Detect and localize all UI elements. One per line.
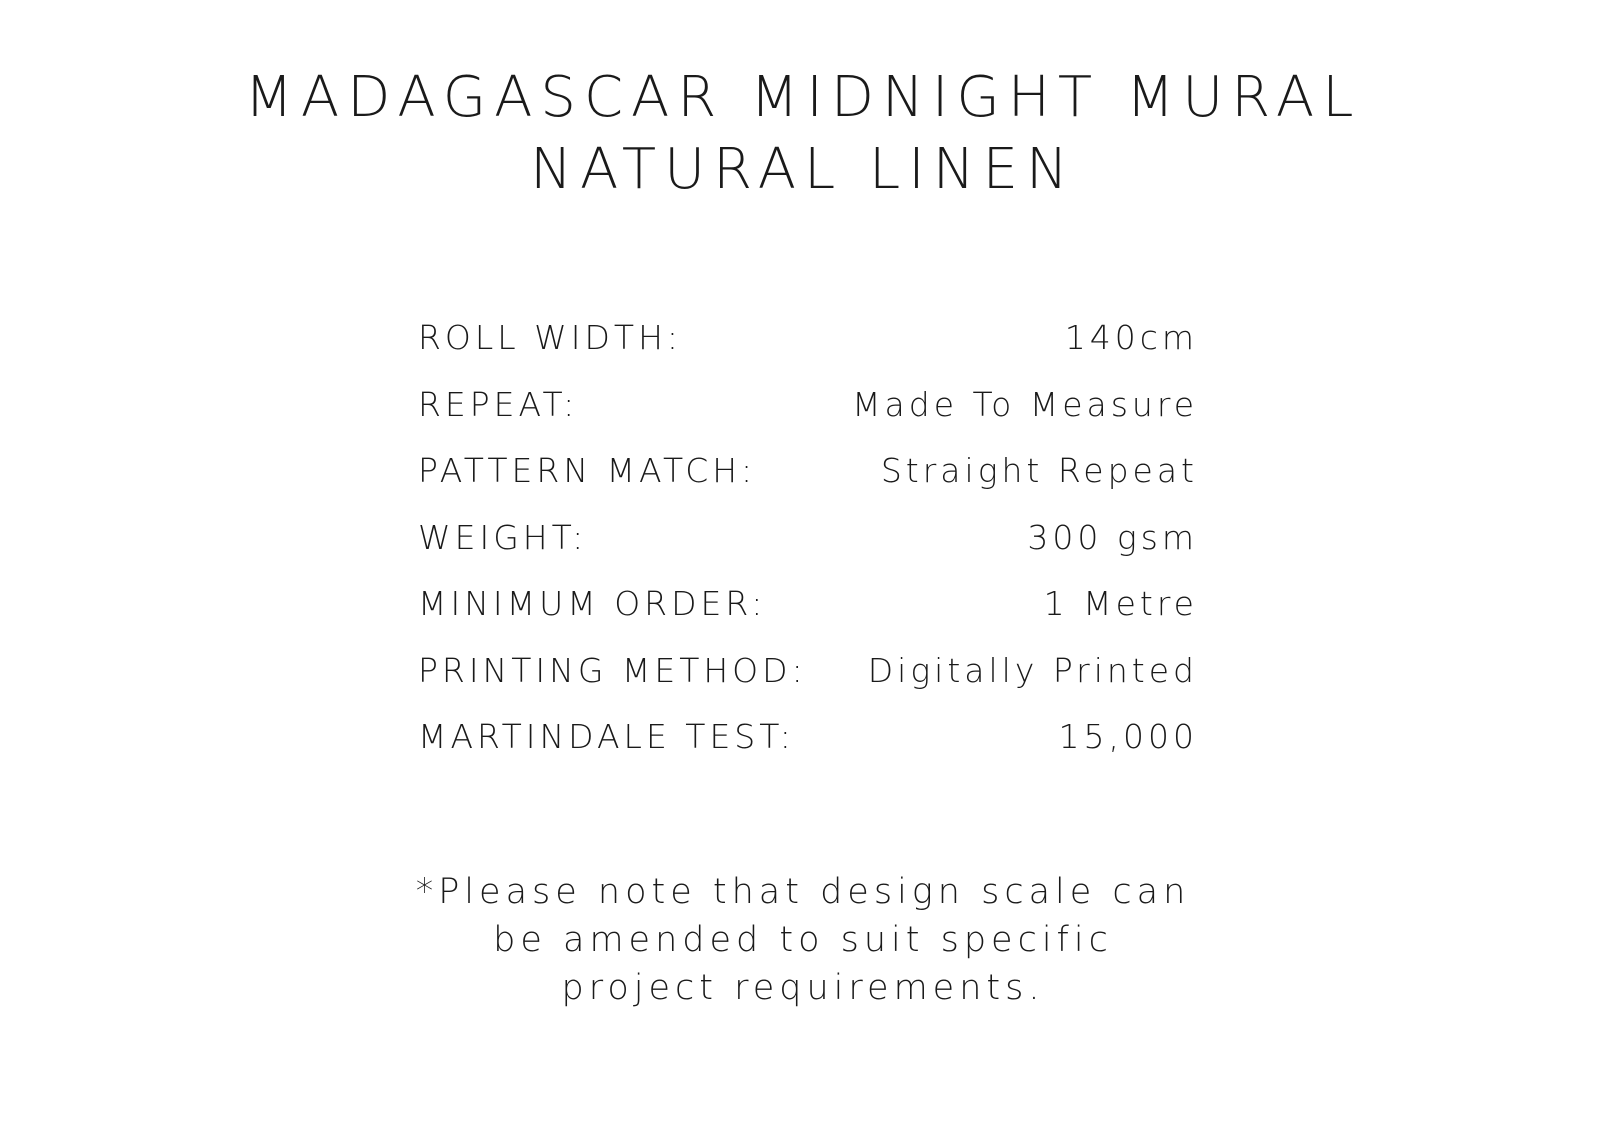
spec-row-martindale-test — [418, 717, 1198, 784]
product-title-line-2: NATURAL LINEN — [530, 137, 1076, 202]
spec-label: MINIMUM ORDER: — [418, 584, 767, 623]
spec-value: 1 Metre — [1043, 584, 1198, 623]
product-title-line-1: MADAGASCAR MIDNIGHT MURAL — [244, 65, 1362, 130]
spec-label: PATTERN MATCH: — [418, 451, 757, 490]
spec-label: MARTINDALE TEST: — [418, 717, 795, 756]
spec-row-repeat — [418, 385, 1198, 452]
spec-row-roll-width — [418, 318, 1198, 385]
spec-value: 15,000 — [1058, 717, 1198, 756]
scale-note-line-1: *Please note that design scale can — [415, 872, 1191, 912]
spec-label: ROLL WIDTH: — [418, 318, 683, 357]
spec-value: Digitally Printed — [867, 650, 1198, 690]
scale-note — [0, 868, 1606, 1012]
spec-label: PRINTING METHOD: — [418, 650, 807, 690]
spec-row-pattern-match — [418, 451, 1198, 518]
spec-label: REPEAT: — [418, 384, 579, 424]
scale-note-line-2: be amended to suit specific — [493, 920, 1113, 960]
spec-label: WEIGHT: — [418, 517, 588, 557]
scale-note-line-3: project requirements. — [561, 968, 1045, 1008]
spec-row-weight — [418, 518, 1198, 585]
spec-value: Straight Repeat — [880, 451, 1198, 490]
spec-table — [418, 318, 1198, 784]
spec-row-minimum-order — [418, 584, 1198, 651]
product-title — [0, 62, 1606, 206]
spec-value: 140cm — [1064, 318, 1198, 357]
spec-value: 300 gsm — [1027, 517, 1198, 557]
spec-value: Made To Measure — [852, 384, 1198, 424]
spec-row-printing-method — [418, 651, 1198, 718]
